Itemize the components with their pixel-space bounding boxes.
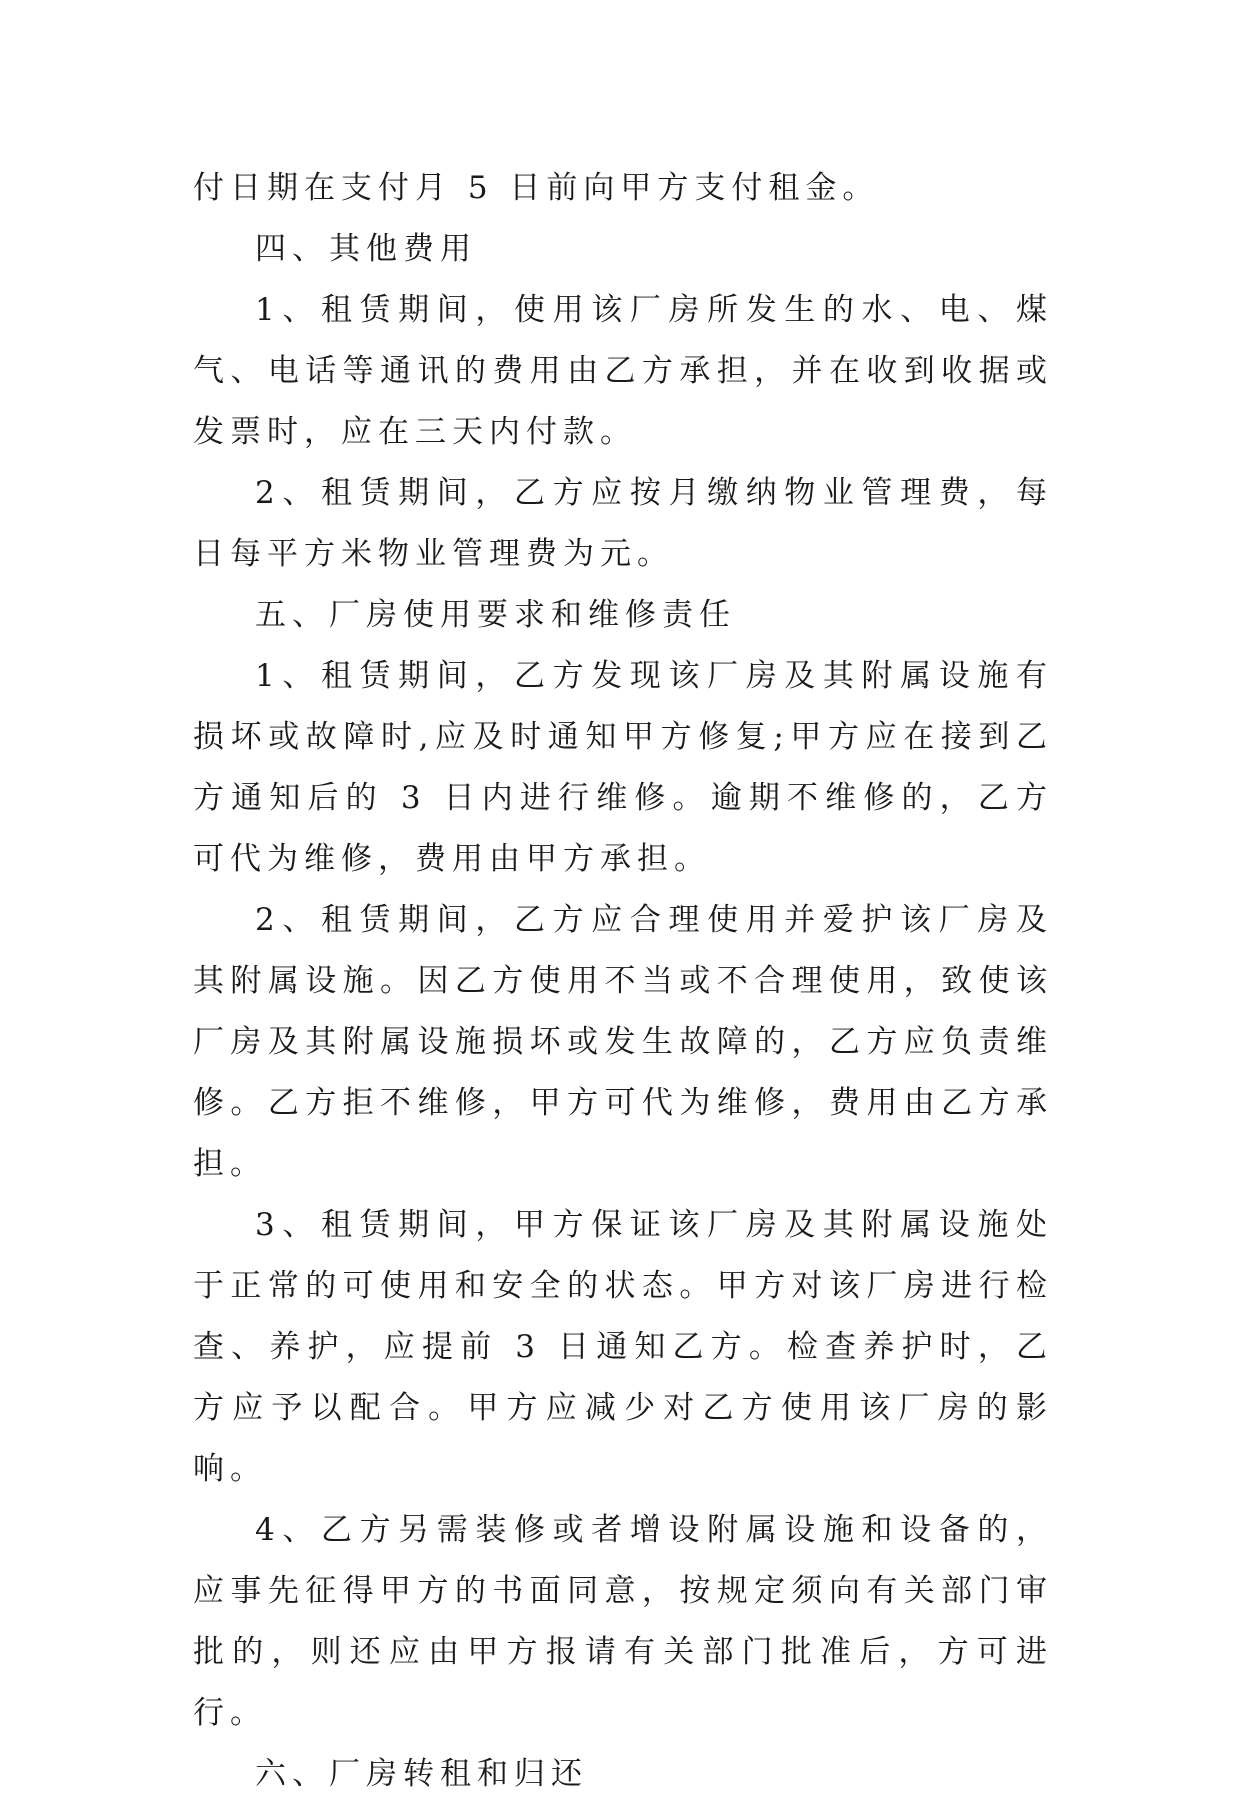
paragraph-utilities-fees: 1、租赁期间，使用该厂房所发生的水、电、煤气、电话等通讯的费用由乙方承担，并在收到收据或发票时，应在三天内付款。 <box>193 292 1053 450</box>
paragraph-repair-notice: 1、租赁期间，乙方发现该厂房及其附属设施有损坏或故障时,应及时通知甲方修复;甲方应在接到乙方通知后的 3 日内进行维修。逾期不维修的，乙方可代为维修，费用由甲方承担。 <box>193 658 1053 877</box>
document-body <box>193 158 1053 1805</box>
paragraph-property-management-fee: 2、租赁期间，乙方应按月缴纳物业管理费，每日每平方米物业管理费为元。 <box>193 475 1053 572</box>
paragraph-landlord-guarantee: 3、租赁期间，甲方保证该厂房及其附属设施处于正常的可使用和安全的状态。甲方对该厂房进行检查、养护，应提前 3 日通知乙方。检查养护时，乙方应予以配合。甲方应减少对乙方使用该厂房的影响。 <box>193 1207 1053 1487</box>
section-heading-sublease-and-return: 六、厂房转租和归还 <box>255 1756 588 1792</box>
paragraph-rent-payment-continued: 付日期在支付月 5 日前向甲方支付租金。 <box>193 170 880 206</box>
section-heading-other-fees: 四、其他费用 <box>255 231 477 267</box>
paragraph-tenant-care: 2、租赁期间，乙方应合理使用并爱护该厂房及其附属设施。因乙方使用不当或不合理使用，致使该厂房及其附属设施损坏或发生故障的，乙方应负责维修。乙方拒不维修，甲方可代为维修，费用由乙方承担。 <box>193 902 1053 1182</box>
section-heading-use-and-maintenance: 五、厂房使用要求和维修责任 <box>255 597 736 633</box>
paragraph-renovation-approval: 4、乙方另需装修或者增设附属设施和设备的，应事先征得甲方的书面同意，按规定须向有关部门审批的，则还应由甲方报请有关部门批准后，方可进行。 <box>193 1512 1053 1731</box>
